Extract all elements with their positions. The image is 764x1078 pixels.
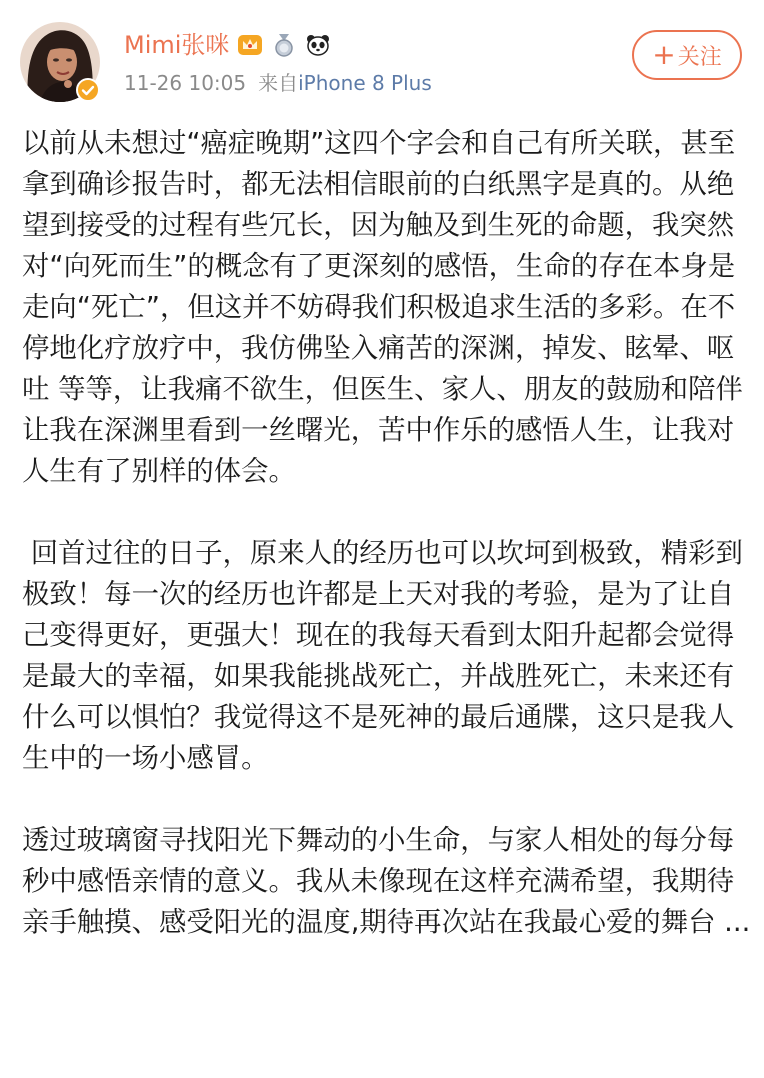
post-paragraph-3: 透过玻璃窗寻找阳光下舞动的小生命，与家人相处的每分每秒中感悟亲情的意义。我从未像现在这样充满希望，我期待亲手触摸、感受阳光的温度,期待再次站在我最心爱的舞台 ... bbox=[22, 825, 751, 938]
post-paragraph-1: 以前从未想过“癌症晚期”这四个字会和自己有所关联，甚至拿到确诊报告时，都无法相信眼前的白纸黑字是真的。从绝望到接受的过程有些冗长，因为触及到生死的命题，我突然对“向死而生”的概念有了更深刻的感悟，生命的存在本身是走向“死亡”，但这并不妨碍我们积极追求生活的多彩。在不停地化疗放疗中，我仿佛坠入痛苦的深渊，掉发、眩晕、呕吐 等等，让我痛不欲生，但医生、家人、朋友的鼓励和陪伴让我在深渊里看到一丝曙光，苦中作乐的感悟人生，让我对人生有了别样的体会。 bbox=[22, 128, 743, 487]
follow-button[interactable] bbox=[632, 30, 742, 80]
panda-icon bbox=[305, 32, 331, 58]
author-name-row bbox=[124, 28, 331, 62]
post-paragraph-2: 回首过往的日子，原来人的经历也可以坎坷到极致，精彩到极致！每一次的经历也许都是上天对我的考验，是为了让自己变得更好，更强大！现在的我每天看到太阳升起都会觉得是最大的幸福，如果我能挑战死亡，并战胜死亡，未来还有什么可以惧怕？我觉得这不是死神的最后通牒，这只是我人生中的一场小感冒。 bbox=[22, 538, 743, 774]
verified-badge-icon bbox=[76, 78, 100, 102]
post-source-link[interactable]: iPhone 8 Plus bbox=[298, 71, 432, 95]
post-meta bbox=[124, 70, 432, 96]
source-prefix: 来自 bbox=[258, 71, 299, 95]
follow-button-label: 关注 bbox=[677, 44, 722, 70]
crown-icon bbox=[237, 32, 263, 58]
plus-icon: + bbox=[652, 38, 676, 71]
author-name[interactable]: Mimi张咪 bbox=[124, 31, 230, 59]
post-timestamp: 11-26 10:05 bbox=[124, 71, 247, 95]
post-header bbox=[0, 0, 764, 115]
post-body bbox=[22, 123, 752, 943]
medal-icon bbox=[271, 32, 297, 58]
